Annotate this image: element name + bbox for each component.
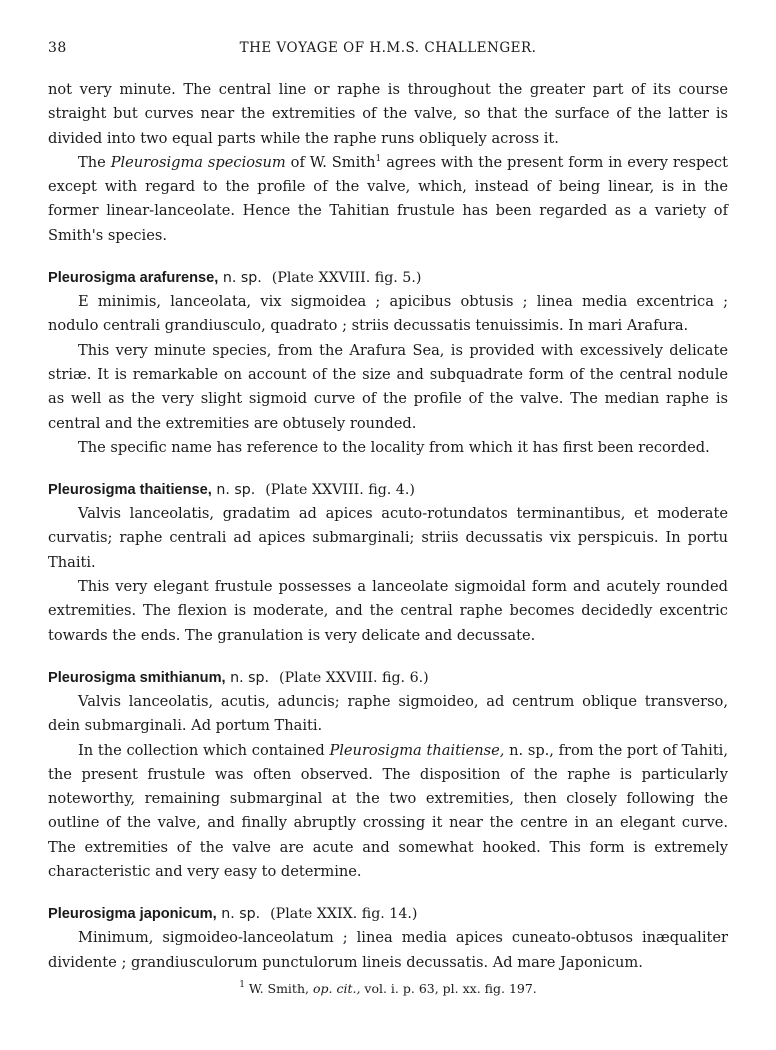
footnote: $^1$ W. Smith, op. cit., vol. i. p. 63, pl. xx. fig. 197. [239,979,537,996]
species-description: This very minute species, from the Arafura Sea, is provided with excessively delicate striæ. It is remarkable on account of the size and subquadrate form of the central nodule as well as the very slight sigmoid curve of the profile of the valve. The median raphe is central and the extremities are obtusely rounded. [48,341,728,432]
footnote-ref: 1 [375,153,382,164]
species-entry-thaitiense [48,478,728,648]
latin-diagnosis: Minimum, sigmoideo-lanceolatum ; linea media apices cuneato-obtusos inæqualiter dividente ; grandiusculorum punctulorum lineis decussatis. Ad mare Japonicum. [48,929,728,971]
running-header [48,40,728,56]
species-heading: Pleurosigma japonicum, n. sp. (Plate XXIX. fig. 14.) [48,906,418,923]
intro-paragraph-1: not very minute. The central line or raphe is throughout the greater part of its course straight but curves near the extremities of the valve, so that the surface of the latter is divided into two equal parts while the raphe runs obliquely across it. [48,81,728,147]
species-description: This very elegant frustule possesses a lanceolate sigmoidal form and acutely rounded extremities. The flexion is moderate, and the central raphe becomes decidedly excentric towards the ends. The granulation is very delicate and decussate. [48,578,728,644]
running-title: THE VOYAGE OF H.M.S. CHALLENGER. [239,40,537,56]
species-heading: Pleurosigma thaitiense, n. sp. (Plate XXVIII. fig. 4.) [48,482,415,499]
page-number: 38 [48,40,67,56]
species-description: In the collection which contained Pleurosigma thaitiense, n. sp., from the port of Tahiti, the present frustule was often observed. The disposition of the raphe is particularly noteworthy, remaining submarginal at the two extremities, then closely following the outline of the valve, and finally abruptly crossing it near the centre in an elegant curve. The extremities of the valve are acute and somewhat hooked. This form is extremely characteristic and very easy to determine. [48,741,728,881]
species-description: The specific name has reference to the locality from which it has first been recorded. [78,438,710,456]
species-heading: Pleurosigma arafurense, n. sp. (Plate XXVIII. fig. 5.) [48,270,422,287]
species-entry-smithianum [48,666,728,884]
latin-diagnosis: E minimis, lanceolata, vix sigmoidea ; apicibus obtusis ; linea media excentrica ; nodulo centrali grandiusculo, quadrato ; striis decussatis tenuissimis. In mari Arafura. [48,293,728,335]
footnote-marker: 1 [239,979,245,990]
species-entry-japonicum [48,902,728,975]
latin-diagnosis: Valvis lanceolatis, gradatim ad apices acuto-rotundatos terminantibus, et moderate curvatis; raphe centrali ad apices submarginali; striis decussatis vix perspicuis. In portu Thaiti. [48,505,728,571]
species-heading: Pleurosigma smithianum, n. sp. (Plate XXVIII. fig. 6.) [48,669,429,686]
intro-paragraph-2: The Pleurosigma speciosum of W. Smith$^1$ agrees with the present form in every respect except with regard to the profile of the valve, which, instead of being linear, is in the former linear-lanceolate. Hence the Tahitian frustule has been regarded as a variety of Smith's species. [48,153,728,244]
latin-diagnosis: Valvis lanceolatis, acutis, aduncis; raphe sigmoideo, ad centrum oblique transverso, dein submarginali. Ad portum Thaiti. [48,692,728,735]
species-entry-arafurense [48,266,728,460]
page [48,40,728,999]
